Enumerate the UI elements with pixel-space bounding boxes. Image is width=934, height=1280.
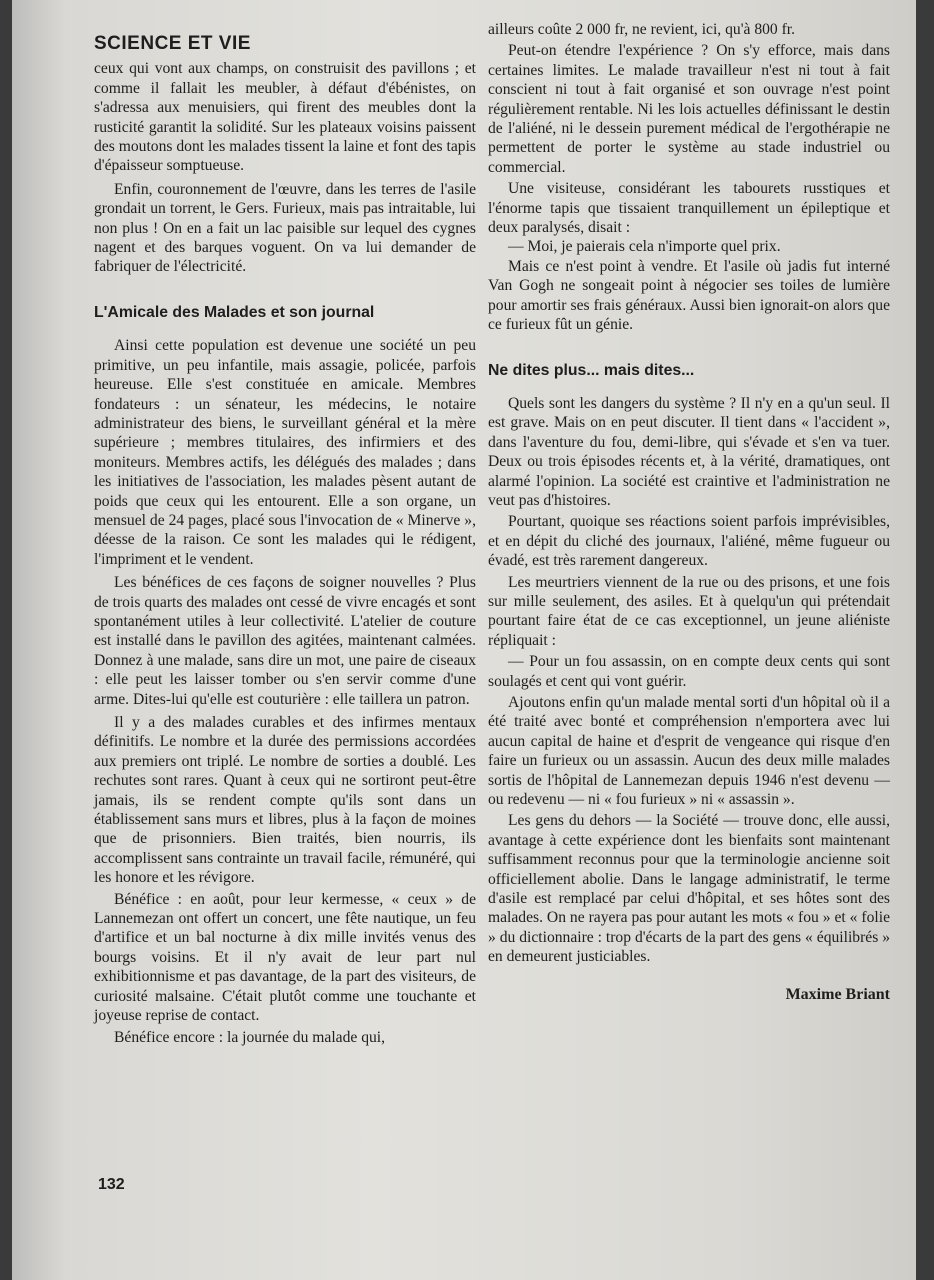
section-heading: Ne dites plus... mais dites...	[488, 361, 695, 379]
section-heading: L'Amicale des Malades et son journal	[94, 303, 375, 321]
paragraph: Il y a des malades curables et des infirmes mentaux définitifs. Le nombre et la durée des permissions accordées aux premiers ont triplé. Le nombre de sorties a doublé. Les rechutes sont rares. Quant à ceux qui ne sortiront peut-être jamais, ils se rendent compte qu'ils sont dans un établissement sans murs et libres, plus à la façon de moines que de prisonniers. Bien traités, bien nourris, ils accomplissent sans contrainte un travail facile, rémunéré, qui les honore et les révigore.	[94, 714, 476, 887]
paragraph: Quels sont les dangers du système ? Il n'y en a qu'un seul. Il est grave. Mais on en peut discuter. Il tient dans « l'accident », dans l'aventure du fou, demi-libre, qui s'évade et s'en va tuer. Deux ou trois épisodes récents et, à la vérité, dramatiques, ont alarmé l'opinion. La société est craintive et l'administration ne veut pas d'histoires.	[488, 394, 890, 509]
paragraph: Une visiteuse, considérant les tabourets russtiques et l'énorme tapis que tissaient tranquillement un épileptique et deux paralysés, disait :	[488, 180, 890, 237]
paragraph: Enfin, couronnement de l'œuvre, dans les terres de l'asile grondait un torrent, le Gers. Furieux, mais pas intraitable, lui non plus ! On en a fait un lac paisible sur lequel des cygnes nagent et des barques voguent. On va lui demander de fabriquer de l'électricité.	[94, 180, 476, 276]
right-column	[488, 0, 890, 1004]
paragraph: Les gens du dehors — la Société — trouve donc, elle aussi, avantage à cette expérience dont les bienfaits sont maintenant suffisamment reconnus pour que la terminologie ancienne soit officiellement abolie. Dans le langage administratif, le terme d'asile est remplacé par celui d'hôpital, et ses hôtes sont des malades. On ne rayera pas pour autant les mots « fou » et « folie » du dictionnaire : trop d'écarts de la part des gens « équilibrés » en demeurent justiciables.	[488, 812, 890, 966]
running-head: SCIENCE ET VIE	[94, 33, 251, 54]
paragraph: ceux qui vont aux champs, on construisit des pavillons ; et comme il fallait les meubler, à défaut d'ébénistes, on s'adressa aux menuisiers, qui firent des meubles dont la rusticité garantit la solidité. Sur les plateaux voisins paissent des moutons dont les malades tissent la laine et font des tapis d'épaisseur somptueuse.	[94, 60, 476, 175]
paragraph: Pourtant, quoique ses réactions soient parfois imprévisibles, et en dépit du cliché des journaux, l'aliéné, même fugueur ou évadé, est très rarement dangereux.	[488, 513, 890, 570]
paragraph: Ainsi cette population est devenue une société un peu primitive, un peu infantile, mais assagie, policée, parfois heureuse. Elle s'est constituée en amicale. Membres fondateurs : un sénateur, les médecins, le notaire administrateur des biens, le surveillant général et la mère supérieure ; membres titulaires, des infirmiers et des moniteurs. Membres actifs, les délégués des malades ; dans les initiatives de l'association, les malades pèsent autant de poids que ceux qui les entourent. Elle a son organe, un mensuel de 24 pages, placé sous l'invocation de « Minerve », déesse de la raison. Ce sont les malades qui le rédigent, l'impriment et le vendent.	[94, 337, 476, 568]
paragraph: Ajoutons enfin qu'un malade mental sorti d'un hôpital où il a été traité avec bonté et compréhension n'emportera avec lui aucun capital de haine et d'esprit de vengeance qui risque d'en faire un furieux ou un assassin. Aucun des deux mille malades sortis de l'hôpital de Lannemezan depuis 1946 n'est devenu — ou redevenu — ni « fou furieux » ni « assassin ».	[488, 694, 890, 809]
paragraph: Bénéfice encore : la journée du malade qui,	[114, 1028, 386, 1046]
left-column	[94, 0, 476, 1047]
paragraph: Peut-on étendre l'expérience ? On s'y efforce, mais dans certaines limites. Le malade travailleur n'est ni tout à fait conscient ni tout à fait organisé et son ouvrage n'est point régulièrement rentable. Ni les lois actuelles définissant le destin de l'aliéné, ni le dessein purement médical de l'ergothérapie ne permettent de porter le système au stade industriel ou commercial.	[488, 42, 890, 176]
paragraph: Les meurtriers viennent de la rue ou des prisons, et une fois sur mille seulement, des asiles. Et à quelqu'un qui prétendait pourtant faire état de ce cas exceptionnel, un jeune aliéniste répliquait :	[488, 573, 890, 649]
paragraph: Bénéfice : en août, pour leur kermesse, « ceux » de Lannemezan ont offert un concert, une fête nautique, un feu d'artifice et un bal nocturne à dix mille invités venus des bourgs voisins. Et il n'y avait de leur part nul exhibitionnisme et pas davantage, de la part des visiteurs, de curiosité malsaine. C'était plutôt comme une touchante et joyeuse reprise de contact.	[94, 890, 476, 1025]
paragraph: — Moi, je paierais cela n'importe quel prix.	[508, 238, 781, 256]
page-number: 132	[98, 1176, 125, 1193]
author-signature: Maxime Briant	[785, 985, 890, 1003]
paragraph: ailleurs coûte 2 000 fr, ne revient, ici, qu'à 800 fr.	[488, 21, 796, 38]
paragraph: Mais ce n'est point à vendre. Et l'asile où jadis fut interné Van Gogh ne songeait point à négocier ses toiles de lumière pour amortir ses frais généraux. Aussi bien ignorait-on alors que ce furieux fût un génie.	[488, 257, 890, 334]
paragraph: Les bénéfices de ces façons de soigner nouvelles ? Plus de trois quarts des malades ont cessé de vivre encagés et sont spontanément utiles à leur collectivité. L'atelier de couture est installé dans le pavillon des agitées, maintenant calmées. Donnez à une malade, sans dire un mot, une paire de ciseaux : elle peut les laisser tomber ou s'en servir comme d'une arme. Dites-lui qu'elle est couturière : elle taillera un patron.	[94, 574, 476, 708]
magazine-page	[12, 0, 916, 1280]
paragraph: — Pour un fou assassin, on en compte deux cents qui sont soulagés et cent qui vont guérir.	[488, 653, 890, 690]
